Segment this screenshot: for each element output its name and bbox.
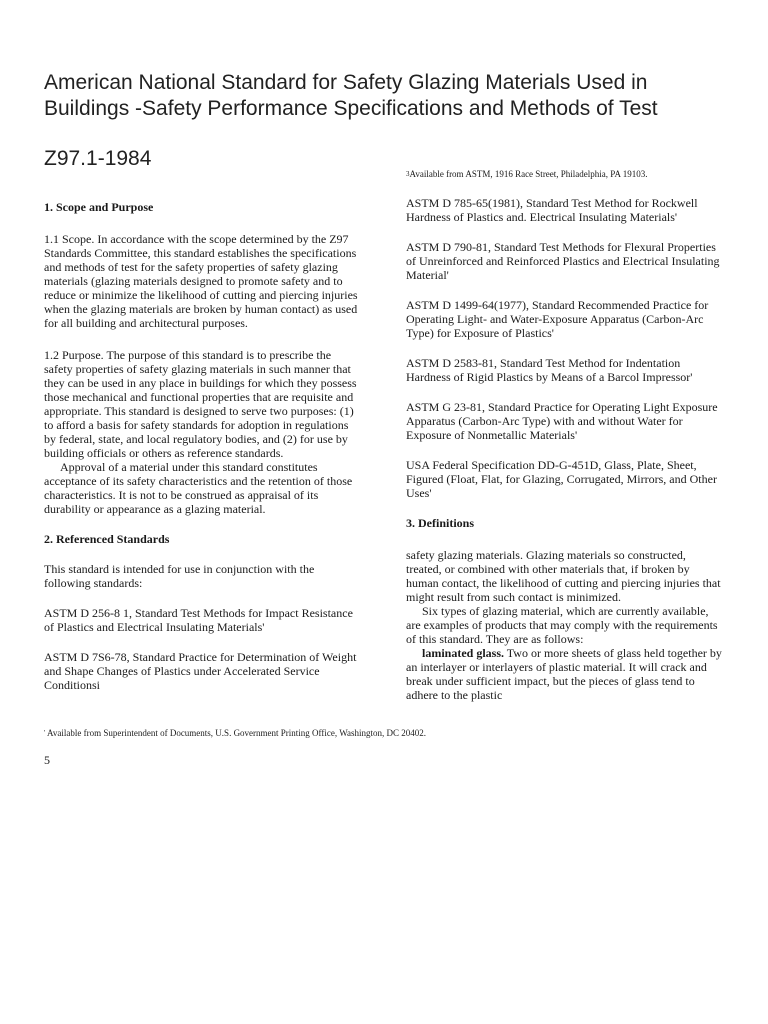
reference-item: ASTM D 7S6-78, Standard Practice for Determination of Weight and Shape Changes of Plastics under Accelerated Service Conditionsi (44, 650, 357, 692)
footnote-text: Available from Superintendent of Documents, U.S. Government Printing Office, Washington, DC 20402. (45, 728, 426, 738)
page-number: 5 (44, 753, 50, 767)
reference-item: USA Federal Specification DD-G-451D, Glass, Plate, Sheet, Figured (Float, Flat, for Glazing, Corrugated, Mirrors, and Other Uses' (406, 458, 717, 500)
laminated-glass-definition: Two or more sheets of glass held together by an interlayer or interlayers of plastic material. It will crack and break under sufficient impact, but the pieces of glass tend to adhere to the plastic (406, 646, 722, 702)
section-heading-scope: 1. Scope and Purpose (44, 200, 154, 214)
laminated-glass-paragraph (406, 646, 724, 702)
purpose-paragraph: 1.2 Purpose. The purpose of this standard is to prescribe the safety properties of safety glazing materials in such manner that they can be used in any place in buildings for which they possess those mechanical and functional properties that are requisite and appropriate. This standard is designed to serve two purposes: (1) to afford a basis for safety standards for adoption in regulations by federal, state, and local regulatory bodies, and (2) for use by building officials or others as reference standards. (44, 348, 357, 460)
reference-item: ASTM G 23-81, Standard Practice for Operating Light Exposure Apparatus (Carbon-Arc Type) with and without Water for Exposure of Nonmetallic Materials' (406, 400, 718, 442)
reference-item: ASTM D 256-8 1, Standard Test Methods for Impact Resistance of Plastics and Electrical Insulating Materials' (44, 606, 353, 634)
footnote-marker: 3 (406, 170, 410, 178)
scope-paragraph: 1.1 Scope. In accordance with the scope determined by the Z97 Standards Committee, this standard establishes the specifications and methods of test for the safety properties of safety glazing materials (glazing materials designed to promote safety and to reduce or minimize the likelihood of cutting and piercing injuries when the glazing materials are broken by human contact) as used for all building and architectural purposes. (44, 232, 358, 330)
approval-paragraph: Approval of a material under this standard constitutes acceptance of its safety characteristics and the retention of those characteristics. It is not to be construed as appraisal of its durability or appearance as a glazing material. (44, 460, 353, 516)
document-title: American National Standard for Safety Glazing Materials Used in Buildings -Safety Performance Specifications and Methods of Test (44, 71, 658, 120)
section-heading-referenced: 2. Referenced Standards (44, 532, 170, 546)
left-column (44, 200, 360, 692)
availability-note-text: Available from ASTM, 1916 Race Street, Philadelphia, PA 19103. (409, 169, 648, 179)
reference-item: ASTM D 1499-64(1977), Standard Recommended Practice for Operating Light- and Water-Exposure Apparatus (Carbon-Arc Type) for Exposure of Plastics' (406, 298, 709, 340)
footnote-marker: ' (44, 729, 46, 737)
right-column (406, 169, 724, 702)
reference-item: ASTM D 790-81, Standard Test Methods for Flexural Properties of Unreinforced and Reinforced Plastics and Electrical Insulating Material' (406, 240, 720, 282)
definition-paragraph: safety glazing materials. Glazing materials so constructed, treated, or combined with other materials that, if broken by human contact, the likelihood of cutting and piercing injuries that might result from such contact is minimized. (406, 548, 721, 604)
laminated-glass-term: laminated glass. (422, 646, 505, 660)
availability-note (406, 169, 724, 181)
types-paragraph: Six types of glazing material, which are currently available, are examples of products that may comply with the requirements of this standard. They are as follows: (406, 604, 718, 646)
reference-intro: This standard is intended for use in conjunction with the following standards: (44, 562, 315, 590)
footnote (44, 728, 734, 740)
section-heading-definitions: 3. Definitions (406, 516, 475, 530)
reference-item: ASTM D 2583-81, Standard Test Method for Indentation Hardness of Rigid Plastics by Means of a Barcol Impressor' (406, 356, 693, 384)
document-number: Z97.1-1984 (44, 147, 152, 170)
reference-item: ASTM D 785-65(1981), Standard Test Method for Rockwell Hardness of Plastics and. Electrical Insulating Materials' (406, 196, 698, 224)
